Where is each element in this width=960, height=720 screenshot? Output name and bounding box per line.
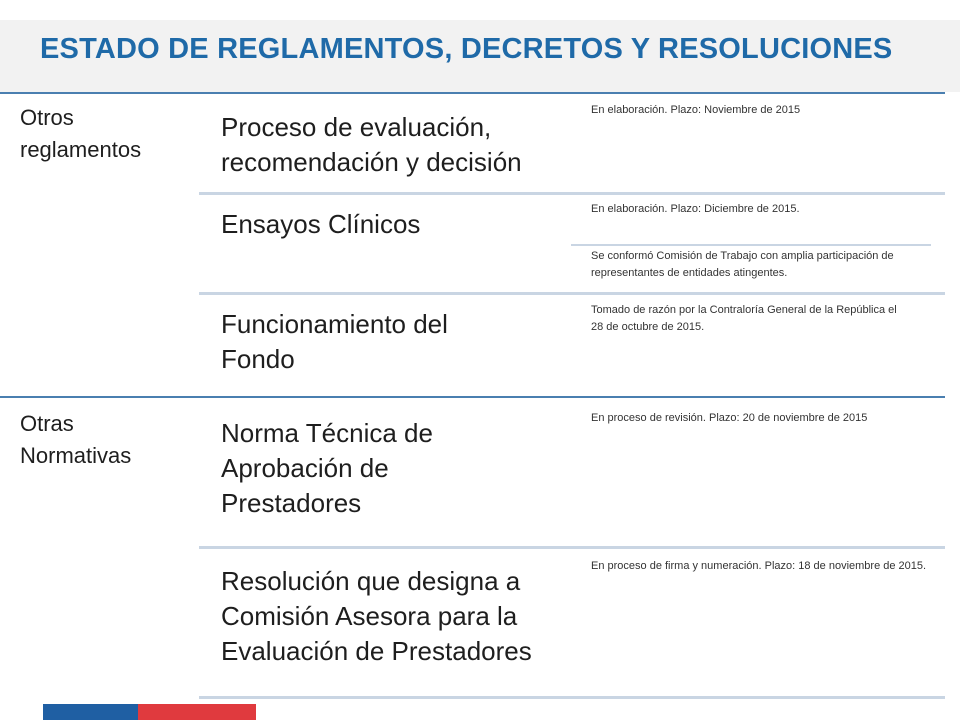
row-item-resolucion: Resolución que designa a Comisión Asesora para la Evaluación de Prestadores	[221, 566, 532, 666]
row-divider	[199, 546, 945, 549]
row-note-norma-tecnica: En proceso de revisión. Plazo: 20 de noviembre de 2015	[591, 412, 868, 424]
row-note-ensayos-1: En elaboración. Plazo: Diciembre de 2015.	[591, 203, 800, 215]
category-otros-reglamentos	[20, 102, 141, 166]
row-item-fondo: Funcionamiento del Fondo	[221, 309, 448, 374]
title-divider	[0, 92, 945, 94]
row-note-ensayos-2: Se conformó Comisión de Trabajo con amplia participación de representantes de entidades atingentes.	[591, 250, 894, 279]
note-divider	[571, 244, 931, 246]
flag-red-bar	[138, 704, 256, 720]
row-note-evaluacion: En elaboración. Plazo: Noviembre de 2015	[591, 104, 801, 116]
row-item-ensayos: Ensayos Clínicos	[221, 209, 421, 239]
row-divider	[199, 192, 945, 195]
category-label: Otras Normativas	[20, 411, 132, 468]
row-note-fondo: Tomado de razón por la Contraloría General de la República el 28 de octubre de 2015.	[591, 304, 897, 333]
row-note-resolucion: En proceso de firma y numeración. Plazo: 18 de noviembre de 2015.	[591, 560, 927, 572]
section-divider	[0, 396, 945, 398]
category-label: Otros reglamentos	[20, 105, 142, 162]
row-divider	[199, 292, 945, 295]
row-item-norma-tecnica: Norma Técnica de Aprobación de Prestadores	[221, 418, 433, 518]
slide-title: ESTADO DE REGLAMENTOS, DECRETOS Y RESOLUCIONES	[40, 33, 893, 65]
row-item-evaluacion: Proceso de evaluación, recomendación y decisión	[221, 112, 522, 177]
category-otras-normativas	[20, 408, 131, 472]
flag-blue-bar	[43, 704, 138, 720]
row-divider	[199, 696, 945, 699]
